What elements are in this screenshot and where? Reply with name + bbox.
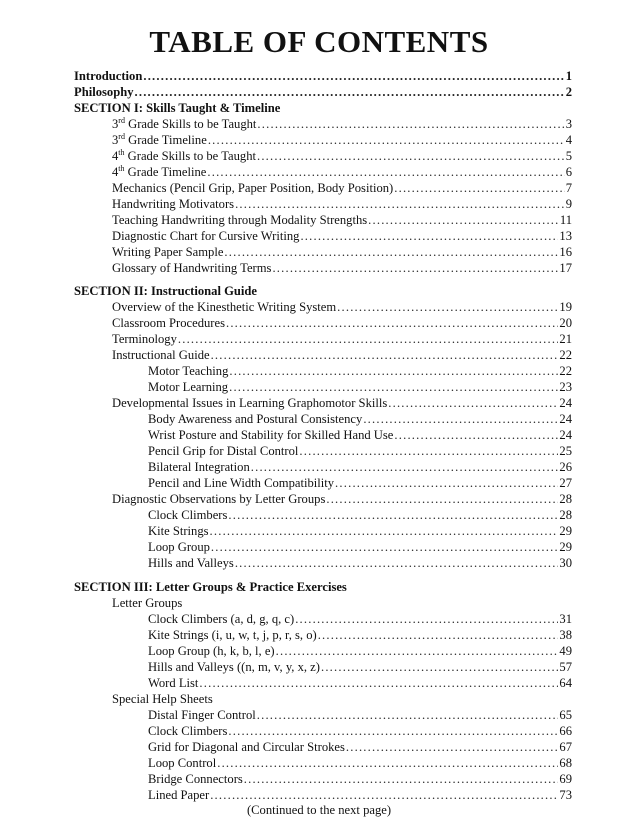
toc-label: Philosophy [74,85,134,99]
toc-label: Clock Climbers [148,508,228,522]
toc-label: Loop Group [148,540,210,554]
dot-leader [244,771,559,787]
toc-page: 21 [559,332,572,346]
toc-entry[interactable] [148,675,572,691]
toc-label: Word List [148,676,199,690]
toc-entry[interactable] [148,459,572,475]
toc-page: 27 [559,476,572,490]
dot-leader [228,507,558,523]
toc-label: 3rd Grade Skills to be Taught [112,115,257,131]
toc-page: 68 [559,756,572,770]
toc-page: 38 [559,628,572,642]
toc-label: Introduction [74,69,143,83]
toc-label: 4th Grade Skills to be Taught [112,147,256,163]
toc-label: Teaching Handwriting through Modality Strengths [112,213,368,227]
toc-entry[interactable] [112,244,572,260]
toc-page: 64 [559,676,572,690]
dot-leader [295,611,558,627]
toc-entry[interactable] [112,347,572,363]
dot-leader [229,379,558,395]
toc-page: 7 [565,181,572,195]
toc-entry[interactable] [148,707,572,723]
toc-page: 24 [559,412,572,426]
toc-entry-philosophy[interactable] [74,84,572,100]
dot-leader [394,427,558,443]
toc-label: Instructional Guide [112,348,210,362]
toc-page: 17 [559,261,572,275]
toc-label: Bridge Connectors [148,772,243,786]
toc-page: 24 [559,428,572,442]
toc-label: Loop Control [148,756,217,770]
dot-leader [210,787,558,803]
dot-leader [299,443,558,459]
toc-page: 11 [559,213,572,227]
toc-label: Mechanics (Pencil Grip, Paper Position, Body Position) [112,181,394,195]
dot-leader [217,755,558,771]
toc-label: 3rd Grade Timeline [112,131,207,147]
dot-leader [321,659,558,675]
toc-entry[interactable] [148,659,572,675]
dot-leader [394,180,564,196]
toc-page: 22 [559,364,572,378]
section-heading: SECTION III: Letter Groups & Practice Exercises [74,580,347,594]
toc-page: 16 [559,245,572,259]
toc-label: Body Awareness and Postural Consistency [148,412,363,426]
toc-entry[interactable] [148,723,572,739]
dot-leader [235,555,559,571]
toc-entry[interactable] [112,315,572,331]
subsection-heading: Letter Groups [112,596,183,610]
dot-leader [135,84,565,100]
toc-entry[interactable] [148,379,572,395]
toc-label: Grid for Diagonal and Circular Strokes [148,740,345,754]
toc-entry[interactable] [112,132,572,148]
dot-leader [257,707,559,723]
toc-entry[interactable] [112,212,572,228]
dot-leader [318,627,559,643]
toc-page: 23 [559,380,572,394]
toc-page: 57 [559,660,572,674]
toc-entry[interactable] [112,395,572,411]
toc-label: Wrist Posture and Stability for Skilled Hand Use [148,428,394,442]
section-heading: SECTION II: Instructional Guide [74,284,257,298]
toc-label: Clock Climbers [148,724,228,738]
toc-label: Motor Learning [148,380,229,394]
toc-label: Hills and Valleys [148,556,234,570]
toc-page: 28 [559,508,572,522]
toc-label: Pencil and Line Width Compatibility [148,476,335,490]
toc-page: 29 [559,540,572,554]
toc-page: 31 [559,612,572,626]
toc-entry[interactable] [112,228,572,244]
dot-leader [224,244,558,260]
toc-entry[interactable] [148,555,572,571]
dot-leader [143,68,564,84]
toc-label: Bilateral Integration [148,460,250,474]
toc-entry[interactable] [148,787,572,803]
toc-entry[interactable] [112,148,572,164]
toc-label: Diagnostic Observations by Letter Groups [112,492,326,506]
toc-page: 4 [565,133,572,147]
toc-entry[interactable] [148,611,572,627]
dot-leader [388,395,558,411]
toc-page: 28 [559,492,572,506]
dot-leader [226,315,558,331]
dot-leader [346,739,559,755]
dot-leader [363,411,558,427]
toc-page: 25 [559,444,572,458]
toc-page: 13 [559,229,572,243]
toc-entry[interactable] [148,771,572,787]
toc-page: 3 [565,117,572,131]
toc-label: Developmental Issues in Learning Graphomotor Skills [112,396,388,410]
toc-page: 67 [559,740,572,754]
toc-page: 29 [559,524,572,538]
continued-note: (Continued to the next page) [246,803,392,817]
dot-leader [257,148,565,164]
toc-entry[interactable] [112,331,572,347]
toc-page: 22 [559,348,572,362]
toc-page: 2 [565,85,572,99]
toc-page: 6 [565,165,572,179]
toc-page: 30 [559,556,572,570]
toc-page: 20 [559,316,572,330]
toc-entry[interactable] [112,196,572,212]
toc-label: Clock Climbers (a, d, g, q, c) [148,612,295,626]
toc-entry[interactable] [112,180,572,196]
section-heading: SECTION I: Skills Taught & Timeline [74,101,281,115]
page-title: TABLE OF CONTENTS [149,24,489,59]
toc-label: Handwriting Motivators [112,197,235,211]
toc-entry[interactable] [112,116,572,132]
toc-page: 1 [565,69,572,83]
dot-leader [207,164,564,180]
dot-leader [251,459,559,475]
dot-leader [178,331,559,347]
toc-page: 26 [559,460,572,474]
dot-leader [368,212,559,228]
toc-entry[interactable] [148,427,572,443]
toc-label: Overview of the Kinesthetic Writing System [112,300,337,314]
toc-label: Loop Group (h, k, b, l, e) [148,644,275,658]
toc-entry[interactable] [148,523,572,539]
dot-leader [211,539,558,555]
toc-page: 9 [565,197,572,211]
toc-page: 19 [559,300,572,314]
toc-label: Classroom Procedures [112,316,225,330]
toc-entry[interactable] [148,539,572,555]
toc-label: Writing Paper Sample [112,245,224,259]
toc-entry[interactable] [148,443,572,459]
toc-label: Kite Strings (i, u, w, t, j, p, r, s, o) [148,628,317,642]
dot-leader [208,132,565,148]
toc-label: Diagnostic Chart for Cursive Writing [112,229,300,243]
dot-leader [257,116,564,132]
toc-label: Pencil Grip for Distal Control [148,444,299,458]
toc-page: 49 [559,644,572,658]
toc-entry[interactable] [148,643,572,659]
toc-label: Motor Teaching [148,364,229,378]
toc-label: Terminology [112,332,177,346]
toc-entry[interactable] [112,491,572,507]
dot-leader [326,491,558,507]
toc-page: 5 [565,149,572,163]
toc-label: Hills and Valleys ((n, m, v, y, x, z) [148,660,320,674]
dot-leader [272,260,558,276]
dot-leader [229,363,558,379]
toc-page: 65 [559,708,572,722]
toc-entry[interactable] [112,164,572,180]
toc-entry[interactable] [112,260,572,276]
toc-page: 69 [559,772,572,786]
toc-entry[interactable] [148,411,572,427]
toc-label: 4th Grade Timeline [112,163,207,179]
toc-entry[interactable] [148,363,572,379]
toc-label: Kite Strings [148,524,209,538]
toc-page: 24 [559,396,572,410]
dot-leader [211,347,559,363]
toc-entry[interactable] [112,299,572,315]
toc-label: Glossary of Handwriting Terms [112,261,272,275]
toc-entry[interactable] [148,739,572,755]
toc-page: 73 [559,788,572,802]
toc-entry[interactable] [148,507,572,523]
toc-entry[interactable] [148,475,572,491]
toc-label: Distal Finger Control [148,708,256,722]
toc-page: 66 [559,724,572,738]
dot-leader [276,643,559,659]
toc-entry-introduction[interactable] [74,68,572,84]
dot-leader [335,475,558,491]
toc-entry[interactable] [148,627,572,643]
dot-leader [300,228,558,244]
dot-leader [228,723,558,739]
subsection-heading: Special Help Sheets [112,692,213,706]
dot-leader [235,196,565,212]
toc-label: Lined Paper [148,788,210,802]
toc-entry[interactable] [148,755,572,771]
dot-leader [210,523,559,539]
dot-leader [337,299,558,315]
dot-leader [199,675,558,691]
